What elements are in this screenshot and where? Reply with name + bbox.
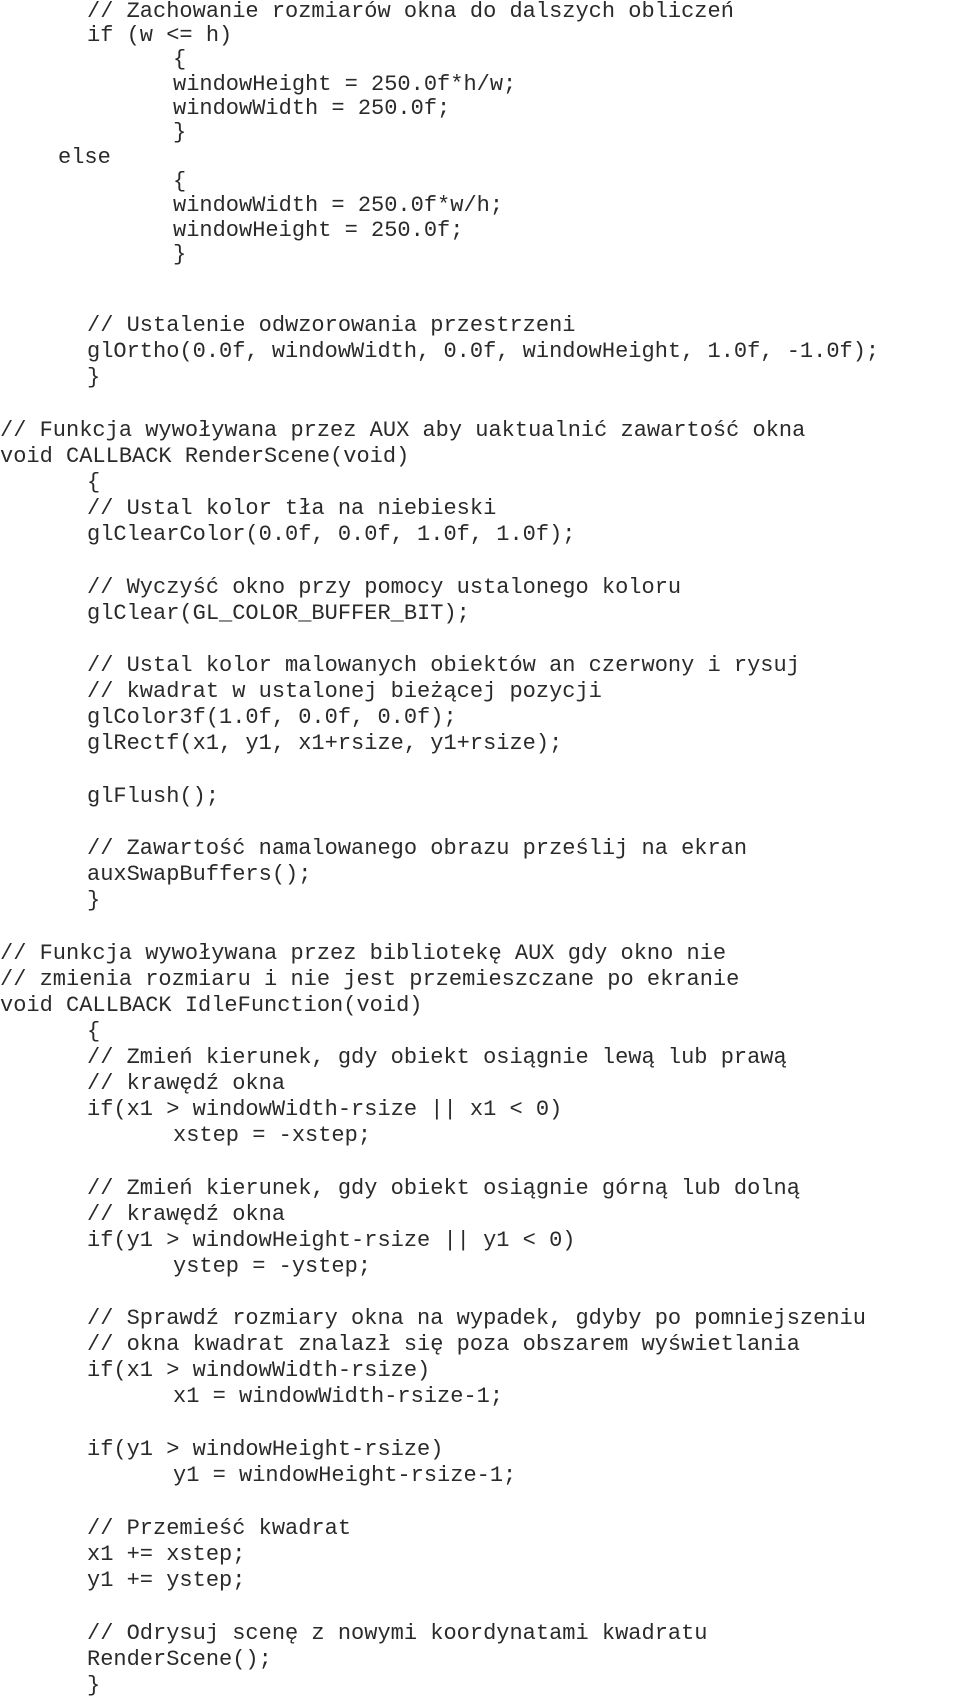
code-line: windowHeight = 250.0f*h/w; <box>173 72 517 97</box>
code-line: // krawędź okna <box>87 1202 286 1227</box>
code-line: RenderScene(); <box>87 1647 272 1672</box>
code-line: } <box>173 242 187 267</box>
code-line: // Przemieść kwadrat <box>87 1516 352 1541</box>
code-line: glClear(GL_COLOR_BUFFER_BIT); <box>87 601 470 626</box>
code-line: glOrtho(0.0f, windowWidth, 0.0f, windowHeight, 1.0f, -1.0f); <box>87 339 880 364</box>
code-line: void CALLBACK IdleFunction(void) <box>0 993 423 1018</box>
code-line: // Sprawdź rozmiary okna na wypadek, gdyby po pomniejszeniu <box>87 1306 866 1331</box>
code-line: } <box>173 120 187 145</box>
code-line: // Zachowanie rozmiarów okna do dalszych obliczeń <box>87 0 734 24</box>
code-line: { <box>87 1019 101 1044</box>
code-line: if(x1 > windowWidth-rsize) <box>87 1358 431 1383</box>
code-line: // Zawartość namalowanego obrazu prześlij na ekran <box>87 836 748 861</box>
code-line: // Wyczyść okno przy pomocy ustalonego koloru <box>87 575 682 600</box>
code-line: if(x1 > windowWidth-rsize || x1 < 0) <box>87 1097 563 1122</box>
code-line: // Zmień kierunek, gdy obiekt osiągnie lewą lub prawą <box>87 1045 787 1070</box>
code-line: y1 += ystep; <box>87 1568 246 1593</box>
code-line: auxSwapBuffers(); <box>87 862 312 887</box>
code-line: windowWidth = 250.0f*w/h; <box>173 193 504 218</box>
code-line: // krawędź okna <box>87 1071 286 1096</box>
code-line: else <box>58 145 111 170</box>
code-line: } <box>87 365 101 390</box>
code-line: // Ustalenie odwzorowania przestrzeni <box>87 313 576 338</box>
code-line: if(y1 > windowHeight-rsize) <box>87 1437 444 1462</box>
code-line: // Odrysuj scenę z nowymi koordynatami kwadratu <box>87 1621 708 1646</box>
code-line: { <box>173 47 187 72</box>
code-line: glClearColor(0.0f, 0.0f, 1.0f, 1.0f); <box>87 522 576 547</box>
code-line: x1 = windowWidth-rsize-1; <box>173 1384 504 1409</box>
code-line: void CALLBACK RenderScene(void) <box>0 444 410 469</box>
code-line: x1 += xstep; <box>87 1542 246 1567</box>
code-line: // Ustal kolor malowanych obiektów an czerwony i rysuj <box>87 653 800 678</box>
code-line: // Funkcja wywoływana przez AUX aby uaktualnić zawartość okna <box>0 418 806 443</box>
code-line: windowHeight = 250.0f; <box>173 218 464 243</box>
code-line: { <box>173 169 187 194</box>
code-line: xstep = -xstep; <box>173 1123 372 1148</box>
code-line: // kwadrat w ustalonej bieżącej pozycji <box>87 679 602 704</box>
code-line: windowWidth = 250.0f; <box>173 96 451 121</box>
code-line: } <box>87 888 101 913</box>
code-line: if (w <= h) <box>87 23 233 48</box>
code-line: { <box>87 470 101 495</box>
code-line: glColor3f(1.0f, 0.0f, 0.0f); <box>87 705 457 730</box>
code-line: // Funkcja wywoływana przez bibliotekę AUX gdy okno nie <box>0 941 727 966</box>
code-line: } <box>87 1673 101 1698</box>
code-line: // zmienia rozmiaru i nie jest przemieszczane po ekranie <box>0 967 740 992</box>
code-line: // okna kwadrat znalazł się poza obszarem wyświetlania <box>87 1332 800 1357</box>
code-line: ystep = -ystep; <box>173 1254 372 1279</box>
code-line: y1 = windowHeight-rsize-1; <box>173 1463 517 1488</box>
code-line: // Ustal kolor tła na niebieski <box>87 496 497 521</box>
code-line: glRectf(x1, y1, x1+rsize, y1+rsize); <box>87 731 563 756</box>
code-line: if(y1 > windowHeight-rsize || y1 < 0) <box>87 1228 576 1253</box>
code-line: // Zmień kierunek, gdy obiekt osiągnie górną lub dolną <box>87 1176 800 1201</box>
code-line: glFlush(); <box>87 784 220 809</box>
